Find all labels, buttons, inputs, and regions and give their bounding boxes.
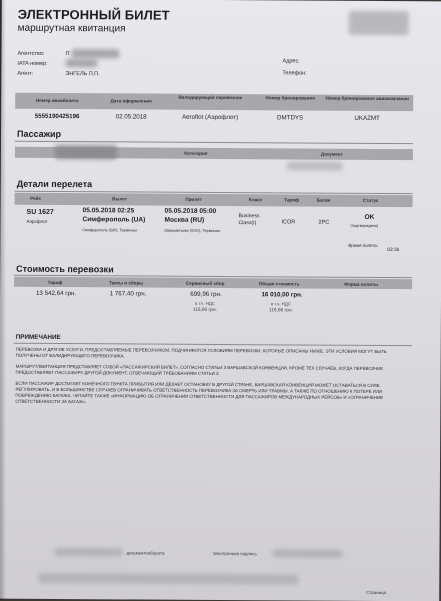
departure-airport: Симферополь (SIP), Терминал (82, 228, 137, 233)
flight-col-flight: Рейс (30, 195, 42, 201)
passenger-col-category: Категория (184, 150, 208, 156)
cost-service-vat-label: в т.ч. НДС (195, 300, 215, 306)
cost-col-fare: Тариф (47, 279, 63, 286)
flight-col-departure: Вылет (112, 196, 128, 202)
document-title: ЭЛЕКТРОННЫЙ БИЛЕТ (17, 6, 170, 23)
footer-page-label: Страница (366, 589, 387, 596)
iata-label: IATA номер: (17, 60, 48, 67)
passenger-rule (15, 141, 413, 144)
arrival-datetime: 05.05.2018 05:00 (164, 207, 217, 215)
cost-col-payment: Форма оплаты (344, 281, 379, 287)
iata-redacted (65, 59, 97, 67)
agent-label: Агент: (17, 70, 34, 77)
flight-time-value: 02:35 (387, 248, 400, 254)
ticket-pnr-value: DMTDYS (277, 114, 304, 122)
cost-taxes-value: 1 767,40 грн. (109, 290, 147, 298)
agency-value: П (65, 51, 70, 58)
phone-label: Телефон: (282, 70, 307, 77)
notes-paragraph: ЕСЛИ ПАССАЖИР ДОСТИГАЕТ КОНЕЧНОГО ПУНКТА ПРИБЫТИЯ ИЛИ ДЕЛАЕТ ОСТАНОВКУ В ДРУГОЙ СТРАНЕ, ВАРШАВСКАЯ КОНВЕНЦИЯ МОЖЕТ ОСТАВАТЬСЯ В СИЛЕ, РЕГУЛИРОВАТЬ, И В БОЛЬШИНСТВЕ СЛУЧАЕВ ОГРАНИЧИВАТЬ ОТВЕТСТВЕННОСТЬ ПЕРЕВОЗЧИКА ЗА СМЕРТЬ ИЛИ ТРАВМЫ, А ТАКЖЕ ПО ОТНОШЕНИЮ К ПОТЕРЕ ИЛИ ПОВРЕЖДЕНИЮ БАГАЖА. ЧИТАЙТЕ ТАКЖЕ «ИНФОРМАЦИЮ ОБ ОГРАНИЧЕНИИ ОТВЕТСТВЕННОСТИ ДЛЯ ПАССАЖИРОВ МЕЖДУНАРОДНЫХ РЕЙСОВ» И «ОГРАНИЧЕНИЕ ОТВЕТСТВЕННОСТИ ЗА БАГАЖ». (15, 380, 384, 405)
agency-label: Агентство: (17, 50, 45, 57)
notes-paragraph: МАРШРУТ/КВИТАНЦИЯ ПРЕДСТАВЛЯЕТ СОБОЙ «ПАССАЖИРСКИЙ БИЛЕТ», СОГЛАСНО СТАТЬИ 3 ВАРШАВСКОЙ КОНВЕНЦИИ, КРОМЕ ТЕХ СЛУЧАЕВ, КОГДА ПЕРЕВОЗЧИК ПРЕДОСТАВЛЯЕТ ПАССАЖИРУ ДРУГОЙ ДОКУМЕНТ, ОТВЕЧАЮЩИЙ ТРЕБОВАНИЯМ СТАТЬИ 3. (15, 363, 383, 376)
address-label: Адрес: (282, 58, 300, 65)
agent-value: ЭНГЕЛЬ П.П. (65, 71, 100, 78)
footer-document-text: документооборота (126, 550, 165, 556)
flight-col-status: Статус (362, 197, 379, 203)
footer-redacted (54, 548, 122, 556)
cost-col-total: Общая стоимость (258, 281, 300, 287)
flight-class: Business Class(I) (238, 213, 260, 227)
flight-status-note: (подтверждено) (350, 223, 379, 228)
cost-total-value: 16 010,00 грн. (261, 291, 303, 299)
arrival-city: Москва (RU) (164, 216, 205, 224)
cost-service-vat-value: 116,66 грн. (192, 307, 217, 313)
ticket-number-value: 5555190425196 (34, 112, 80, 121)
footer-bottom-redacted (38, 573, 298, 585)
cost-fare-value: 13 542,64 грн. (35, 289, 77, 298)
cost-col-taxes: Таксы и сборы (108, 280, 144, 286)
ticket-col-airline-pnr: Номер бронирования авиакомпании (325, 95, 410, 102)
notes-paragraph: ПЕРЕВОЗКА И ДРУГИЕ УСЛУГИ, ПРЕДОСТАВЛЯЕМЫЕ ПЕРЕВОЗЧИКОМ, ПОДЧИНЯЮТСЯ УСЛОВИЯМ ПЕРЕВОЗКИ, КОТОРЫЕ ОПИСАНЫ НИЖЕ. ЭТИ УСЛОВИЯ МОГУТ БЫТЬ ПОЛУЧЕНЫ ОТ ВАЛИДИРУЮЩЕГО ПЕРЕВОЗЧИКА. (15, 346, 387, 359)
ticket-airline-pnr-value: UKAZMT (354, 114, 380, 122)
ticket-col-pnr: Номер бронирования (265, 95, 315, 101)
cost-col-service: Сервисный сбор (185, 280, 225, 287)
passenger-col-document: Документ (320, 151, 343, 157)
flight-section-title: Детали перелета (16, 178, 93, 190)
footer-electronic-signature: Электронная подпись (212, 550, 257, 557)
flight-baggage: 2PC (318, 219, 330, 226)
ticket-date-value: 02.05.2018 (115, 113, 147, 121)
departure-city: Симферополь (UA) (82, 216, 146, 224)
arrival-airport: Шереметьево (SVO), Терминал (164, 228, 220, 233)
passenger-name-redacted (55, 145, 117, 159)
flight-col-arrival: Прилет (185, 196, 202, 202)
document-subtitle: маршрутная квитанция (17, 22, 126, 35)
logo-redacted (349, 11, 409, 35)
ticket-carrier-value: Aeroflot (Аэрофлот) (181, 113, 239, 122)
notes-rule (14, 343, 412, 346)
flight-col-fare: Тариф (284, 197, 300, 203)
flight-number: SU 1627 (26, 208, 54, 216)
ticket-col-carrier: Валидирующий перевозчик (178, 94, 242, 101)
agency-redacted (71, 49, 119, 58)
notes-body (15, 347, 401, 412)
flight-status: OK (364, 213, 375, 221)
departure-datetime: 05.05.2018 02:25 (82, 207, 135, 215)
passenger-section-title: Пассажир (16, 128, 62, 140)
flight-fare-basis: ICOR (281, 219, 296, 226)
ticket-col-date: Дата оформления (110, 98, 152, 104)
signature-redacted (272, 549, 342, 557)
notes-title: ПРИМЕЧАНИЕ (15, 333, 61, 342)
flight-col-baggage: Багаж (316, 197, 331, 203)
flight-carrier: Аэрофлот (26, 218, 48, 224)
flight-col-class: Класс (248, 197, 263, 203)
passenger-document-redacted (287, 161, 343, 170)
ticket-col-number: Номер авиабилета (35, 97, 79, 104)
cost-total-vat-label: в т.ч. НДС (271, 301, 291, 307)
photo-edge-shadow (0, 0, 6, 600)
cost-total-vat-value: 116,66 грн. (268, 308, 293, 314)
cost-section-title: Стоимость перевозки (16, 263, 114, 275)
cost-service-value: 699,96 грн. (190, 290, 222, 299)
flight-time-label: Время полета: (348, 242, 378, 248)
